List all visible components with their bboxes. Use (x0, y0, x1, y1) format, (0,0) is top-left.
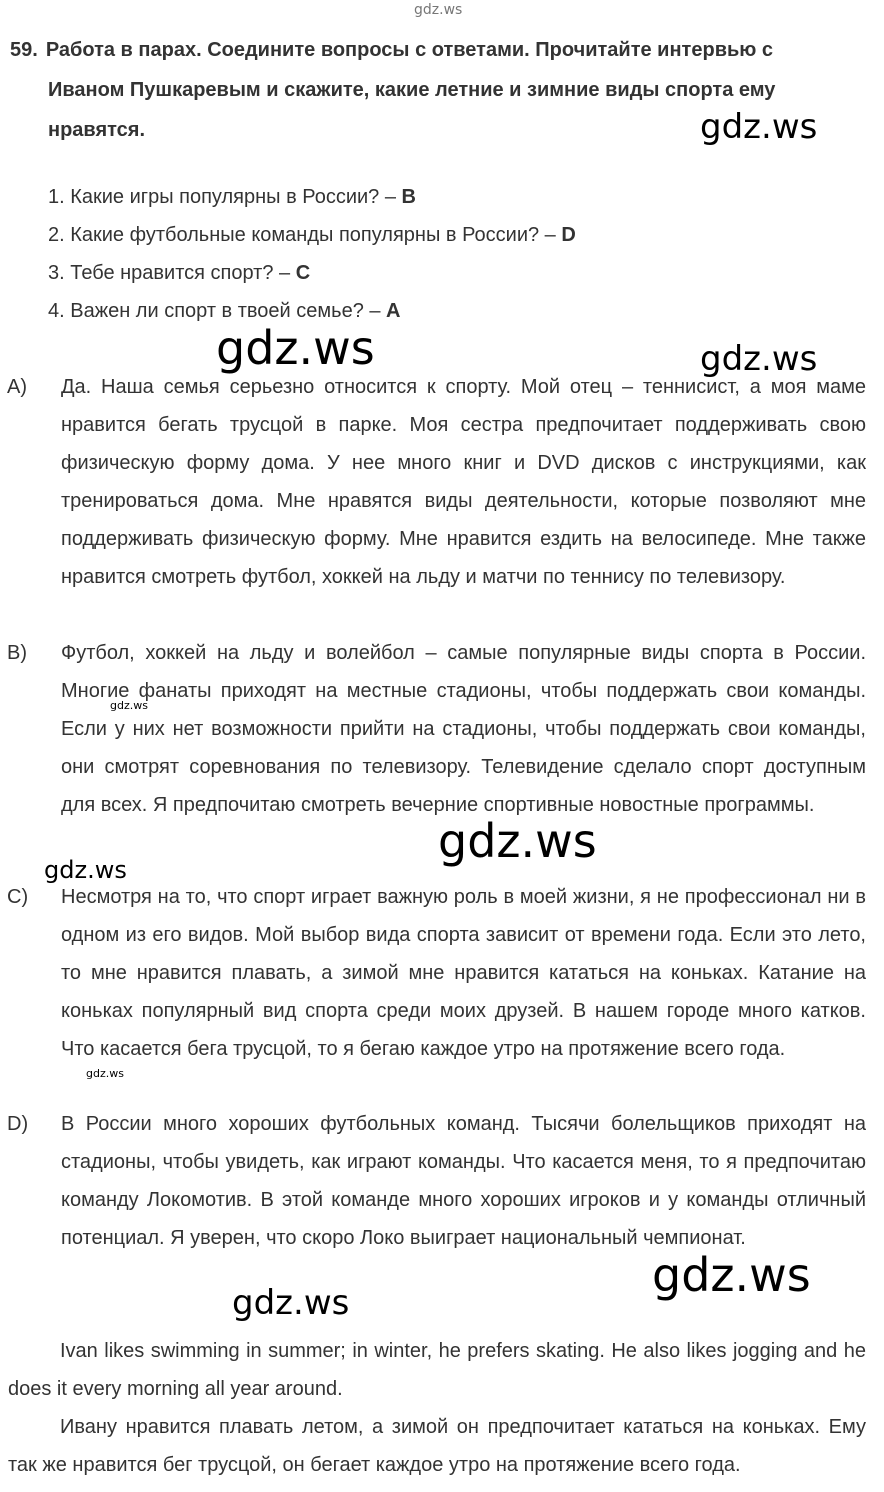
answer-label: D) (7, 1113, 29, 1135)
watermark: gdz.ws (44, 856, 127, 884)
watermark: gdz.ws (232, 1283, 350, 1323)
answer-d (7, 1105, 866, 1257)
task-number: 59. (10, 39, 38, 61)
answer-text: Футбол, хоккей на льду и волейбол – самые популярные виды спорта в России. Многие фанаты приходят на местные стадионы, чтобы поддержать свои команды. Если у них нет возможности прийти на стадионы, чтобы поддержать свои команды, они смотрят соревнования по телевизору. Телевидение сделало спорт доступным для всех. Я предпочитаю смотреть вечерние спортивные новостные программы. (61, 642, 866, 816)
question-answer: C (295, 262, 311, 284)
watermark: gdz.ws (652, 1248, 811, 1302)
watermark: gdz.ws (110, 699, 148, 712)
watermark: gdz.ws (700, 339, 818, 379)
list-item (48, 216, 576, 254)
answer-text: В России много хороших футбольных команд. Тысячи болельщиков приходят на стадионы, чтобы увидеть, как играют команды. Что касается меня, то я предпочитаю команду Локомотив. В этой команде много хороших игроков и у команды отличный потенциал. Я уверен, что скоро Локо выиграет национальный чемпионат. (61, 1113, 866, 1249)
answer-b (7, 634, 866, 824)
task-line-3: нравятся. (48, 119, 146, 141)
answer-label: C) (7, 886, 29, 908)
watermark: gdz.ws (216, 321, 375, 375)
question-answer: A (386, 300, 401, 322)
watermark: gdz.ws (86, 1067, 124, 1080)
list-item (48, 254, 576, 292)
question-text: 4. Важен ли спорт в твоей семье? – (48, 300, 387, 322)
answer-a (7, 368, 866, 596)
summary (8, 1332, 866, 1484)
list-item (48, 178, 576, 216)
watermark: gdz.ws (700, 107, 818, 147)
question-text: 1. Какие игры популярны в России? – (48, 186, 402, 208)
watermark: gdz.ws (438, 814, 597, 868)
summary-english: Ivan likes swimming in summer; in winter, he prefers skating. He also likes jogging and he does it every morning all year around. (8, 1340, 866, 1400)
question-list (48, 178, 576, 330)
answer-text: Несмотря на то, что спорт играет важную роль в моей жизни, я не профессионал ни в одном из его видов. Мой выбор вида спорта зависит от времени года. Если это лето, то мне нравится плавать, а зимой мне нравится кататься на коньках. Катание на коньках популярный вид спорта среди моих друзей. В нашем городе много катков. Что касается бега трусцой, то я бегаю каждое утро на протяжение всего года. (61, 886, 866, 1060)
question-text: 2. Какие футбольные команды популярны в России? – (48, 224, 562, 246)
answer-label: B) (7, 642, 27, 664)
question-text: 3. Тебе нравится спорт? – (48, 262, 296, 284)
task-line-1: Работа в парах. Соедините вопросы с ответами. Прочитайте интервью с (45, 39, 774, 61)
question-answer: D (561, 224, 576, 246)
summary-russian: Ивану нравится плавать летом, а зимой он предпочитает кататься на коньках. Ему так же нравится бег трусцой, он бегает каждое утро на протяжение всего года. (8, 1416, 866, 1476)
answer-label: A) (7, 376, 27, 398)
answer-c (7, 878, 866, 1068)
watermark-top: gdz.ws (414, 2, 463, 18)
question-answer: B (401, 186, 416, 208)
task-line-2: Иваном Пушкаревым и скажите, какие летние и зимние виды спорта ему (48, 79, 776, 101)
answer-text: Да. Наша семья серьезно относится к спорту. Мой отец – теннисист, а моя маме нравится бегать трусцой в парке. Моя сестра предпочитает поддерживать свою физическую форму дома. У нее много книг и DVD дисков с инструкциями, как тренироваться дома. Мне нравятся виды деятельности, которые позволяют мне поддерживать физическую форму. Мне нравится ездить на велосипеде. Мне также нравится смотреть футбол, хоккей на льду и матчи по теннису по телевизору. (61, 376, 866, 588)
